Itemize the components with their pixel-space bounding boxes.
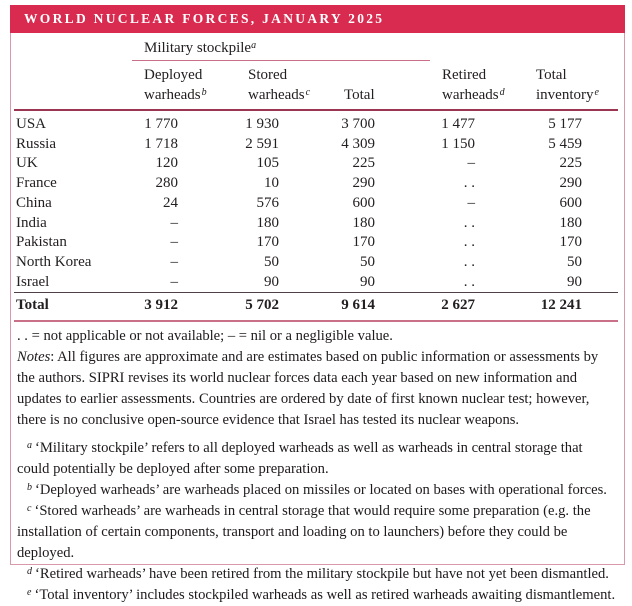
deployed-cell: 24 bbox=[163, 194, 178, 211]
country-cell: North Korea bbox=[16, 253, 92, 270]
country-cell: India bbox=[16, 214, 47, 231]
retired-cell: 2 627 bbox=[430, 293, 524, 321]
footnote-text: ‘Retired warheads’ have been retired from the military stockpile but have not yet been dismantled. bbox=[35, 566, 609, 583]
notes-text: : All figures are approximate and are estimates based on public information or assessments by the authors. SIPRI revises its world nuclear forces data each year based on new information and updates to earlier assessments. Countries are ordered by date of first known nuclear test; however, there is no conclusive open-source evidence that Israel has tested its nuclear weapons. bbox=[17, 349, 599, 429]
military-stockpile-spanner bbox=[132, 35, 430, 61]
total-cell: 50 bbox=[360, 253, 375, 270]
inventory-cell: 90 bbox=[567, 273, 582, 290]
total-cell: 3 700 bbox=[341, 116, 375, 132]
header-text: warheads bbox=[248, 87, 305, 103]
total-cell: 4 309 bbox=[341, 135, 375, 152]
table-row-pakistan bbox=[14, 233, 618, 253]
stored-cell: 50 bbox=[264, 253, 279, 270]
spanner-row bbox=[14, 35, 618, 61]
retired-cell: – bbox=[467, 155, 475, 172]
inventory-cell: 12 241 bbox=[524, 293, 618, 321]
footnote-marker: e bbox=[594, 86, 599, 98]
header-line2 bbox=[442, 85, 524, 105]
total-cell: 225 bbox=[352, 155, 375, 172]
deployed-cell: 3 912 bbox=[132, 293, 236, 321]
footnote-marker-b: b bbox=[27, 481, 32, 493]
footnote-marker-e: e bbox=[27, 586, 32, 598]
stored-cell: 10 bbox=[264, 175, 279, 192]
table-panel bbox=[10, 5, 625, 604]
deployed-cell: – bbox=[170, 214, 178, 231]
header-row bbox=[14, 61, 618, 111]
notes-section bbox=[11, 322, 624, 606]
header-line1: Total bbox=[536, 67, 567, 83]
footnote-marker: b bbox=[201, 86, 207, 98]
table-row-usa bbox=[14, 110, 618, 135]
stored-cell: 180 bbox=[256, 214, 279, 231]
header-line2 bbox=[536, 85, 618, 105]
deployed-cell: – bbox=[170, 253, 178, 270]
header-line1: Deployed bbox=[144, 67, 203, 83]
notes-label: Notes bbox=[17, 349, 51, 366]
country-cell: USA bbox=[16, 116, 47, 132]
country-cell: Israel bbox=[16, 273, 50, 290]
header-text: inventory bbox=[536, 87, 594, 103]
footnote-marker-d: d bbox=[27, 565, 32, 577]
footnote-marker: c bbox=[305, 86, 311, 98]
deployed-column-header bbox=[132, 61, 236, 111]
country-cell: Russia bbox=[16, 135, 57, 152]
total-cell: 90 bbox=[360, 273, 375, 290]
retired-cell: – bbox=[467, 194, 475, 211]
table-row-russia bbox=[14, 135, 618, 155]
header-line1: Retired bbox=[442, 67, 487, 83]
stored-cell: 576 bbox=[256, 194, 279, 211]
stored-cell: 90 bbox=[264, 273, 279, 290]
header-line1: Stored bbox=[248, 67, 288, 83]
retired-cell: . . bbox=[463, 234, 475, 251]
table-row-uk bbox=[14, 154, 618, 174]
retired-column-header bbox=[430, 61, 524, 111]
country-cell: Pakistan bbox=[16, 234, 67, 251]
country-cell: China bbox=[16, 194, 52, 211]
inventory-cell: 5 177 bbox=[548, 116, 582, 132]
spanner-empty-cell bbox=[524, 35, 618, 61]
header-text: warheads bbox=[442, 87, 499, 103]
inventory-cell: 600 bbox=[559, 194, 582, 211]
deployed-cell: – bbox=[170, 234, 178, 251]
footnote-a bbox=[17, 438, 617, 480]
retired-cell: . . bbox=[463, 253, 475, 270]
country-cell: UK bbox=[16, 155, 38, 172]
footnote-text: ‘Deployed warheads’ are warheads placed on missiles or located on bases with operational forces. bbox=[35, 482, 607, 499]
footnote-e bbox=[17, 585, 617, 606]
total-cell: 170 bbox=[352, 234, 375, 251]
deployed-cell: 280 bbox=[155, 175, 178, 192]
country-cell: France bbox=[16, 175, 57, 192]
table-row-france bbox=[14, 174, 618, 194]
inventory-column-header bbox=[524, 61, 618, 111]
table-row-china bbox=[14, 194, 618, 214]
spanner-footnote-marker: a bbox=[251, 39, 257, 51]
deployed-cell: 1 770 bbox=[144, 116, 178, 132]
footnote-d bbox=[17, 564, 617, 585]
stored-cell: 1 930 bbox=[245, 116, 279, 132]
inventory-cell: 5 459 bbox=[548, 135, 582, 152]
table-wrap bbox=[11, 33, 624, 322]
header-line2 bbox=[344, 85, 430, 105]
header-text: Total bbox=[344, 87, 375, 103]
spanner-empty-cell bbox=[14, 35, 132, 61]
footnote-text: ‘Military stockpile’ refers to all deployed warheads as well as warheads in central storage that could potentially be deployed after some preparation. bbox=[17, 440, 583, 478]
general-notes bbox=[17, 347, 617, 431]
footnote-marker-c: c bbox=[27, 502, 32, 514]
country-cell: Total bbox=[14, 293, 132, 321]
total-cell: 180 bbox=[352, 214, 375, 231]
inventory-cell: 290 bbox=[559, 175, 582, 192]
inventory-cell: 50 bbox=[567, 253, 582, 270]
deployed-cell: 1 718 bbox=[144, 135, 178, 152]
table-row-north-korea bbox=[14, 253, 618, 273]
country-column-header bbox=[14, 61, 132, 111]
spanner-empty-cell bbox=[430, 35, 524, 61]
stored-column-header bbox=[236, 61, 332, 111]
stored-cell: 105 bbox=[256, 155, 279, 172]
spanner-label: Military stockpile bbox=[144, 40, 252, 56]
table-row-israel bbox=[14, 273, 618, 293]
retired-cell: . . bbox=[463, 273, 475, 290]
inventory-cell: 225 bbox=[559, 155, 582, 172]
total-cell: 600 bbox=[352, 194, 375, 211]
table-row-india bbox=[14, 214, 618, 234]
footnote-marker: d bbox=[499, 86, 505, 98]
stored-cell: 5 702 bbox=[236, 293, 332, 321]
table-row-total bbox=[14, 293, 618, 321]
total-cell: 290 bbox=[352, 175, 375, 192]
stored-cell: 170 bbox=[256, 234, 279, 251]
header-line2 bbox=[144, 85, 236, 105]
header-text: warheads bbox=[144, 87, 201, 103]
retired-cell: . . bbox=[463, 175, 475, 192]
nuclear-forces-table bbox=[14, 35, 618, 322]
header-line2 bbox=[248, 85, 332, 105]
inventory-cell: 170 bbox=[559, 234, 582, 251]
stored-cell: 2 591 bbox=[245, 135, 279, 152]
page-title: WORLD NUCLEAR FORCES, JANUARY 2025 bbox=[24, 11, 385, 26]
total-cell: 9 614 bbox=[332, 293, 430, 321]
footnote-b bbox=[17, 480, 617, 501]
deployed-cell: – bbox=[170, 273, 178, 290]
retired-cell: . . bbox=[463, 214, 475, 231]
retired-cell: 1 477 bbox=[441, 116, 475, 132]
footnote-c bbox=[17, 501, 617, 564]
deployed-cell: 120 bbox=[155, 155, 178, 172]
footnote-text: ‘Total inventory’ includes stockpiled warheads as well as retired warheads awaiting dismantlement. bbox=[34, 587, 616, 604]
header-line1 bbox=[344, 65, 430, 85]
symbol-legend: . . = not applicable or not available; – = nil or a negligible value. bbox=[17, 328, 393, 345]
inventory-cell: 180 bbox=[559, 214, 582, 231]
title-banner bbox=[10, 5, 625, 33]
total-column-header bbox=[332, 61, 430, 111]
retired-cell: 1 150 bbox=[441, 135, 475, 152]
footnote-marker-a: a bbox=[27, 439, 32, 451]
footnote-text: ‘Stored warheads’ are warheads in central storage that would require some preparation (e.g. the installation of certain components, transport and loading on to launchers) before they could be deployed. bbox=[17, 503, 591, 562]
